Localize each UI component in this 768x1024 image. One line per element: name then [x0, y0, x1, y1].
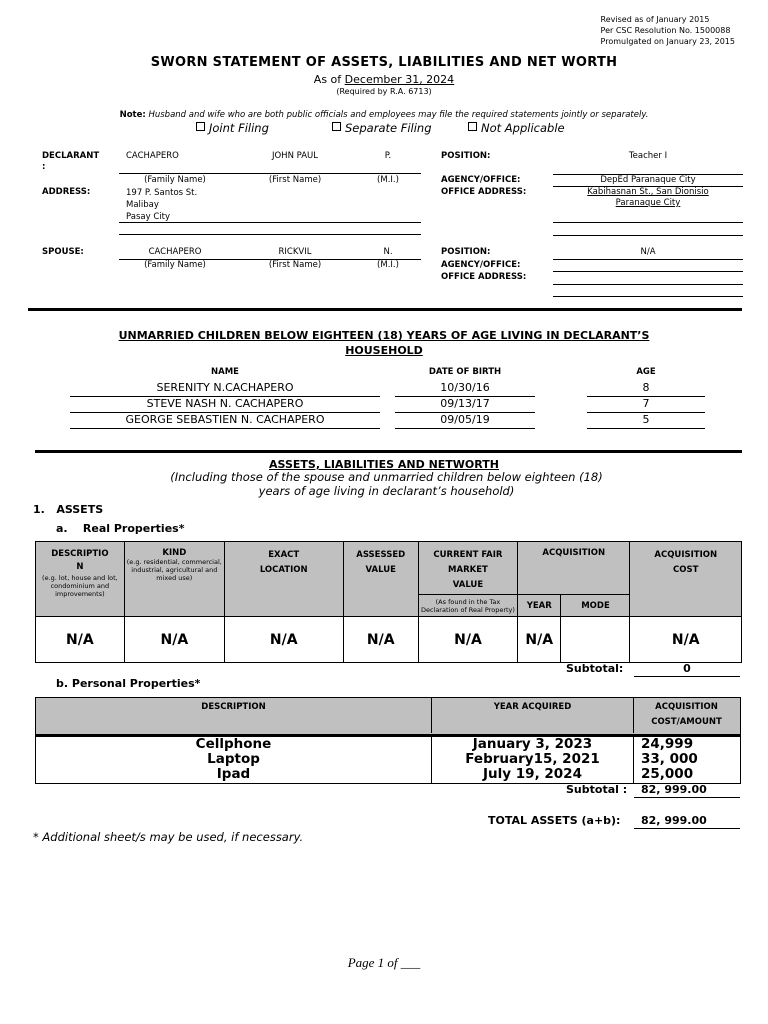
spouse-label: SPOUSE:: [42, 247, 84, 257]
checkbox-icon[interactable]: [468, 122, 477, 131]
personal-descriptions: [36, 737, 431, 782]
real-header-mode: MODE: [561, 595, 630, 617]
note-label: Note:: [119, 110, 146, 120]
family-name-caption: (Family Name): [144, 175, 206, 185]
alnw-subtitle: [0, 470, 768, 498]
note-text: Husband and wife who are both public officials and employees may file the required statements jointly or separately.: [148, 110, 649, 120]
real-subtotal-value: 0: [683, 662, 691, 675]
real-header-cost: ACQUISITION COST: [630, 542, 742, 617]
child-row-line: [587, 428, 705, 429]
spouse-mi: N.: [383, 247, 393, 257]
personal-subtotal-line: [634, 797, 740, 798]
spouse-office-address-label: OFFICE ADDRESS:: [441, 272, 527, 282]
personal-properties-heading: b. Personal Properties*: [56, 677, 201, 690]
real-cell-kind: N/A: [124, 617, 224, 663]
office-address-label: OFFICE ADDRESS:: [441, 187, 527, 197]
address-line: Malibay: [126, 200, 159, 210]
real-header-acquisition: ACQUISITION: [517, 542, 629, 595]
checkbox-icon[interactable]: [332, 122, 341, 131]
revision-block: [601, 14, 735, 47]
child-dob: 09/13/17: [440, 397, 490, 410]
child-age: 8: [642, 381, 650, 394]
revision-line: Per CSC Resolution No. 1500088: [600, 26, 731, 35]
child-name: STEVE NASH N. CACHAPERO: [146, 397, 304, 410]
spouse-position: N/A: [640, 247, 656, 257]
revision-line: Promulgated on January 23, 2015: [600, 37, 735, 46]
spouse-office-line: [553, 284, 743, 285]
family-name-caption: (Family Name): [144, 260, 206, 270]
spouse-agency-label: AGENCY/OFFICE:: [441, 260, 521, 270]
address-line: Pasay City: [126, 212, 170, 222]
real-subtotal-line: [634, 676, 740, 677]
child-row-line: [395, 428, 535, 429]
personal-item-cost: 33, 000: [641, 751, 698, 767]
real-properties-table: [35, 541, 742, 663]
personal-item-year: January 3, 2023: [472, 736, 593, 752]
first-name-caption: (First Name): [268, 260, 322, 270]
personal-item-year: February15, 2021: [465, 751, 600, 767]
office-address-line: Paranaque City: [615, 198, 681, 208]
spouse-first-name: RICKVIL: [278, 247, 312, 257]
declarant-label: DECLARANT: [42, 151, 100, 161]
address-line-rule: [119, 234, 421, 235]
declarant-mi: P.: [384, 151, 392, 161]
office-address-line: Kabihasnan St., San Dionisio: [587, 187, 709, 197]
declarant-colon: :: [42, 162, 46, 172]
real-header-description: DESCRIPTIO N (e.g. lot, house and lot, condominium and improvements): [36, 542, 125, 617]
spouse-position-line: [553, 259, 743, 260]
first-name-caption: (First Name): [268, 175, 322, 185]
fair-market-note: (As found in the Tax Declaration of Real Property): [418, 595, 517, 617]
declarant-name-line: [119, 173, 421, 174]
children-header-dob: DATE OF BIRTH: [428, 367, 502, 377]
real-header-fair-market: CURRENT FAIR MARKET VALUE: [418, 542, 517, 595]
address-line-rule: [119, 222, 421, 223]
personal-item-description: Laptop: [207, 751, 260, 767]
spouse-agency-line: [553, 271, 743, 272]
checkbox-icon[interactable]: [196, 122, 205, 131]
real-properties-heading: a. Real Properties*: [56, 522, 185, 535]
children-title-line: UNMARRIED CHILDREN BELOW EIGHTEEN (18) YEARS OF AGE LIVING IN DECLARANT’S: [118, 329, 650, 342]
children-header-name: NAME: [211, 367, 239, 377]
personal-item-description: Ipad: [216, 766, 251, 782]
real-cell-cost: N/A: [630, 617, 742, 663]
address-line: 197 P. Santos St.: [126, 188, 198, 198]
real-header-year: YEAR: [517, 595, 561, 617]
as-of-label: As of: [313, 73, 342, 86]
real-subtotal-label: Subtotal:: [566, 662, 624, 675]
not-applicable-label: Not Applicable: [481, 121, 565, 135]
position-label: POSITION:: [441, 151, 491, 161]
real-cell-mode: [561, 617, 630, 663]
declarant-position: Teacher I: [628, 151, 668, 161]
declarant-family-name: CACHAPERO: [126, 151, 179, 161]
child-age: 5: [642, 413, 650, 426]
personal-subtotal-label: Subtotal :: [566, 783, 628, 796]
personal-header-year: YEAR ACQUIRED: [493, 702, 572, 712]
child-dob: 10/30/16: [440, 381, 490, 394]
declarant-office-address: [553, 187, 743, 209]
personal-body-divider: [633, 735, 634, 783]
kind-label: KIND: [162, 548, 187, 558]
section-divider: [28, 308, 742, 311]
personal-item-year: July 19, 2024: [483, 766, 582, 782]
real-header-location: EXACT LOCATION: [224, 542, 343, 617]
total-assets-value: 82, 999.00: [641, 814, 707, 827]
alnw-subtitle-line: years of age living in declarant’s household): [258, 484, 515, 498]
real-header-kind: [124, 542, 224, 617]
alnw-subtitle-line: (Including those of the spouse and unmarried children below eighteen (18): [170, 470, 603, 484]
separate-filing-option[interactable]: [332, 121, 432, 135]
real-cell-description: N/A: [36, 617, 125, 663]
child-row-line: [70, 428, 380, 429]
personal-header-cost: [634, 700, 739, 730]
child-age: 7: [642, 397, 650, 410]
declarant-address: [126, 187, 197, 223]
total-assets-label: TOTAL ASSETS (a+b):: [488, 814, 621, 827]
child-name: GEORGE SEBASTIEN N. CACHAPERO: [125, 413, 325, 426]
required-by: (Required by R.A. 6713): [336, 87, 432, 96]
personal-item-cost: 25,000: [641, 766, 694, 782]
personal-years: [432, 737, 633, 782]
personal-header-description: DESCRIPTION: [201, 702, 266, 712]
personal-item-description: Cellphone: [195, 736, 272, 752]
real-cell-year: N/A: [517, 617, 561, 663]
personal-header-cost-line: ACQUISITION: [655, 702, 718, 712]
assets-heading: 1. ASSETS: [33, 503, 104, 516]
child-dob: 09/05/19: [440, 413, 490, 426]
real-cell-assessed: N/A: [343, 617, 418, 663]
real-cell-location: N/A: [224, 617, 343, 663]
address-label: ADDRESS:: [42, 187, 91, 197]
office-address-rule: [553, 222, 743, 223]
agency-label: AGENCY/OFFICE:: [441, 175, 521, 185]
total-assets-line: [634, 828, 740, 829]
note-line: [0, 110, 768, 120]
as-of-line: [0, 73, 768, 86]
children-header-age: AGE: [636, 367, 656, 377]
section-divider: [35, 450, 742, 453]
real-header-assessed: ASSESSED VALUE: [343, 542, 418, 617]
joint-filing-label: Joint Filing: [209, 121, 269, 135]
spouse-office-line: [553, 296, 743, 297]
joint-filing-option[interactable]: [196, 121, 269, 135]
description-note: (e.g. lot, house and lot, condominium and improvements): [42, 574, 118, 598]
page-number: Page 1 of ___: [347, 955, 421, 970]
children-title-line: HOUSEHOLD: [345, 344, 423, 357]
mi-caption: (M.I.): [377, 260, 399, 270]
footnote: * Additional sheet/s may be used, if necessary.: [33, 830, 304, 844]
personal-costs: [641, 737, 698, 782]
alnw-title: ASSETS, LIABILITIES AND NETWORTH: [269, 458, 499, 471]
document-title: SWORN STATEMENT OF ASSETS, LIABILITIES AND NET WORTH: [150, 55, 618, 70]
declarant-first-name: JOHN PAUL: [271, 151, 318, 161]
real-cell-fair-market: N/A: [418, 617, 517, 663]
children-title: [0, 328, 768, 358]
declarant-agency: DepEd Paranaque City: [600, 175, 696, 185]
child-name: SERENITY N.CACHAPERO: [156, 381, 294, 394]
as-of-date: December 31, 2024: [344, 73, 455, 86]
mi-caption: (M.I.): [377, 175, 399, 185]
spouse-position-label: POSITION:: [441, 247, 491, 257]
not-applicable-option[interactable]: [468, 121, 565, 135]
kind-note: (e.g. residential, commercial, industrial, agricultural and mixed use): [126, 558, 222, 582]
personal-header-cost-line: COST/AMOUNT: [651, 717, 722, 727]
revision-line: Revised as of January 2015: [600, 15, 710, 24]
personal-item-cost: 24,999: [641, 736, 694, 752]
separate-filing-label: Separate Filing: [345, 121, 432, 135]
spouse-family-name: CACHAPERO: [148, 247, 202, 257]
personal-subtotal-value: 82, 999.00: [641, 783, 707, 796]
office-address-rule: [553, 235, 743, 236]
